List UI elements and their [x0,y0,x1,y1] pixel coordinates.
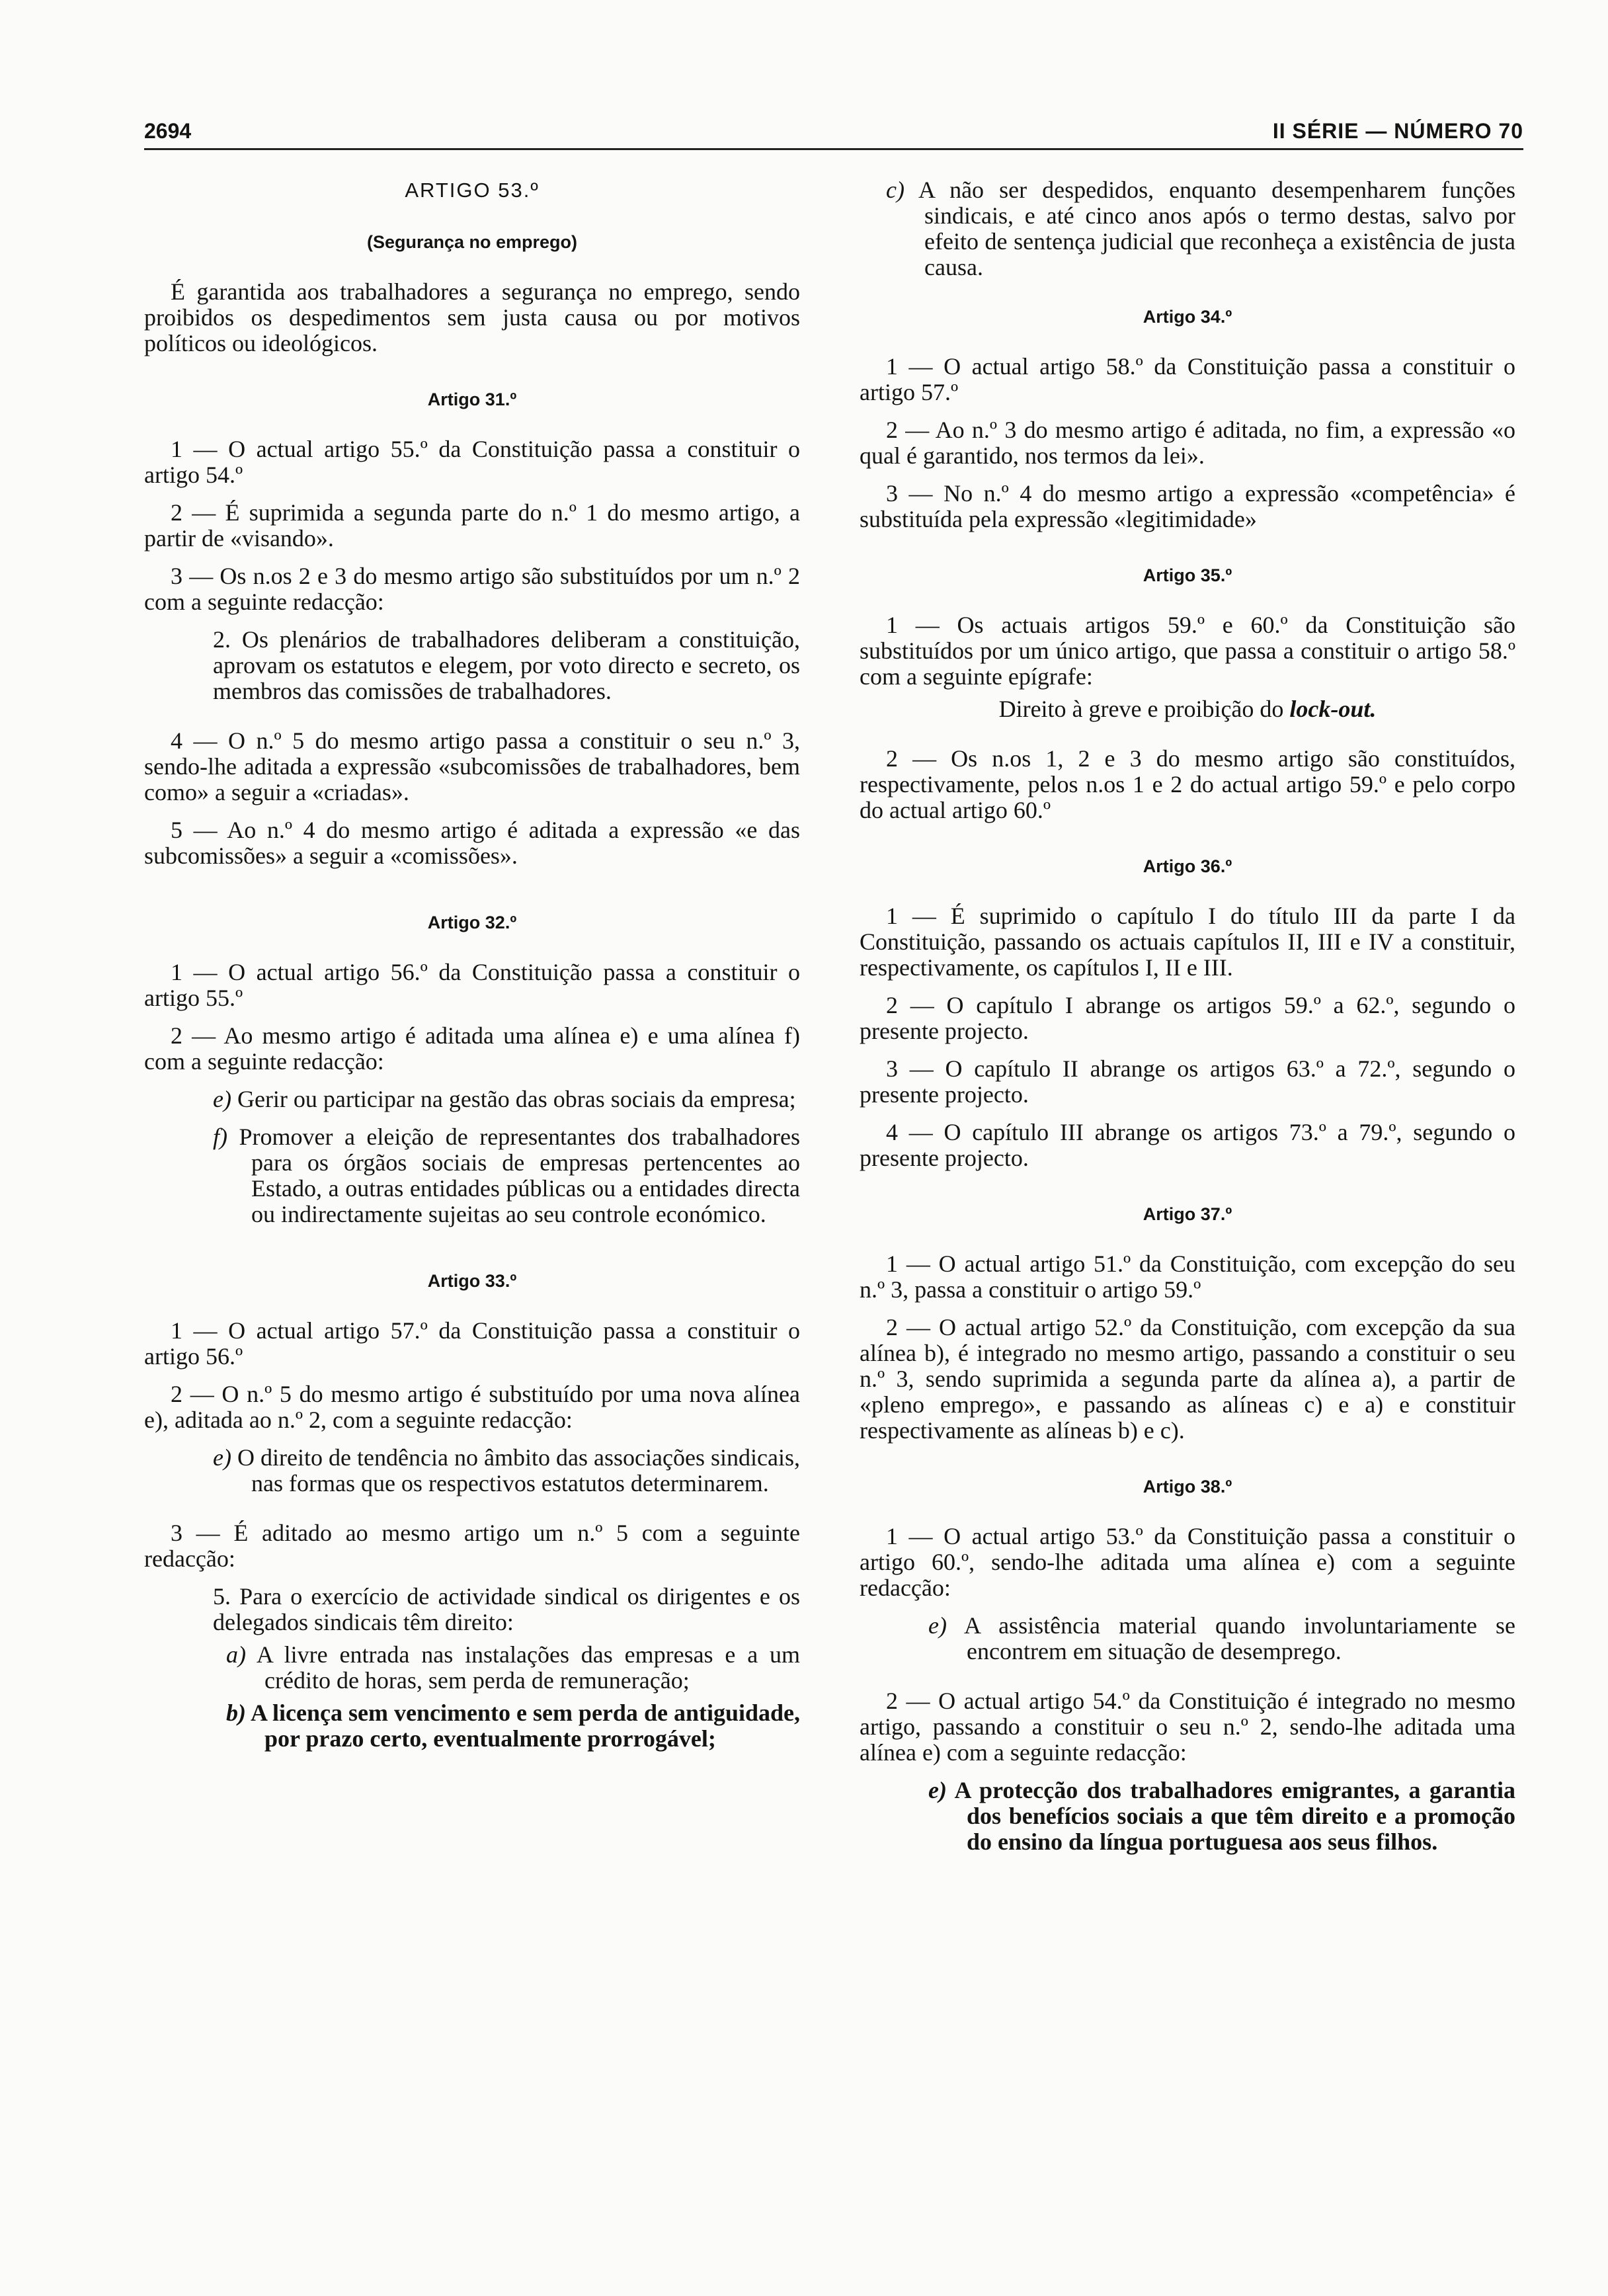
paragraph: 1 — O actual artigo 51.º da Constituição, com excepção do seu n.º 3, passa a constituir o artigo 59.º [860,1250,1515,1303]
paragraph: 4 — O n.º 5 do mesmo artigo passa a constituir o seu n.º 3, sendo-lhe aditada a expressão «subcomissões de trabalhadores, bem como» a seguir a «criadas». [144,727,800,805]
paragraph: 2 — Ao n.º 3 do mesmo artigo é aditada, no fim, a expressão «o qual é garantido, nos termos da lei». [860,417,1515,469]
article-heading: Artigo 32.º [427,913,517,932]
paragraph: 1 — O actual artigo 56.º da Constituição passa a constituir o artigo 55.º [144,959,800,1011]
paragraph: 1 — O actual artigo 55.º da Constituição passa a constituir o artigo 54.º [144,436,800,488]
series-label: II SÉRIE — NÚMERO 70 [1272,119,1523,143]
list-item: e) Gerir ou participar na gestão das obras sociais da empresa; [213,1086,796,1112]
article-heading: Artigo 37.º [1143,1204,1232,1224]
paragraph: 3 — Os n.os 2 e 3 do mesmo artigo são substituídos por um n.º 2 com a seguinte redacção: [144,563,800,615]
paragraph: 4 — O capítulo III abrange os artigos 73.º a 79.º, segundo o presente projecto. [860,1119,1515,1171]
list-item: e) O direito de tendência no âmbito das associações sindicais, nas formas que os respectivos estatutos determinarem. [213,1444,800,1496]
list-item: f) Promover a eleição de representantes dos trabalhadores para os órgãos sociais de empresas pertencentes ao Estado, a outras entidades públicas ou a entidades directa ou indirectamente sujeitas ao seu controle económico. [213,1124,800,1227]
paragraph: 2 — É suprimida a segunda parte do n.º 1 do mesmo artigo, a partir de «visando». [144,499,800,552]
page-number: 2694 [144,119,192,143]
quoted-paragraph: 2. Os plenários de trabalhadores deliberam a constituição, aprovam os estatutos e elegem, por voto directo e secreto, os membros das comissões de trabalhadores. [213,626,800,704]
paragraph: 1 — O actual artigo 58.º da Constituição passa a constituir o artigo 57.º [860,353,1515,405]
article-heading: Artigo 38.º [1143,1477,1232,1496]
paragraph: 2 — O actual artigo 54.º da Constituição é integrado no mesmo artigo, passando a constituir o seu n.º 2, sendo-lhe aditada uma alínea e) com a seguinte redacção: [860,1688,1515,1766]
article-heading: Artigo 31.º [427,390,517,409]
paragraph: 3 — No n.º 4 do mesmo artigo a expressão «competência» é substituída pela expressão «legitimidade» [860,480,1515,532]
epigraph: Direito à greve e proibição do lock-out. [998,696,1377,722]
paragraph: 3 — O capítulo II abrange os artigos 63.º a 72.º, segundo o presente projecto. [860,1055,1515,1108]
list-item: c) A não ser despedidos, enquanto desempenharem funções sindicais, e até cinco anos após o termo destas, salvo por efeito de sentença judicial que reconheça a existência de justa causa. [886,177,1515,280]
paragraph: 2 — Ao mesmo artigo é aditada uma alínea e) e uma alínea f) com a seguinte redacção: [144,1022,800,1075]
article-subheading: (Segurança no emprego) [366,232,578,252]
paragraph: 2 — O capítulo I abrange os artigos 59.º a 62.º, segundo o presente projecto. [860,992,1515,1044]
paragraph: 2 — O n.º 5 do mesmo artigo é substituído por uma nova alínea e), aditada ao n.º 2, com a seguinte redacção: [144,1381,800,1433]
paragraph: 1 — Os actuais artigos 59.º e 60.º da Constituição são substituídos por um único artigo, que passa a constituir o artigo 58.º com a seguinte epígrafe: [860,612,1515,690]
list-item: e) A protecção dos trabalhadores emigrantes, a garantia dos benefícios sociais a que têm direito e a promoção do ensino da língua portuguesa aos seus filhos. [928,1777,1516,1855]
list-item: b) A licença sem vencimento e sem perda de antiguidade, por prazo certo, eventualmente prorrogável; [226,1700,801,1752]
quoted-paragraph: 5. Para o exercício de actividade sindical os dirigentes e os delegados sindicais têm direito: [213,1583,800,1635]
paragraph: 1 — O actual artigo 57.º da Constituição passa a constituir o artigo 56.º [144,1317,800,1370]
paragraph: 2 — O actual artigo 52.º da Constituição, com excepção da sua alínea b), é integrado no mesmo artigo, passando a constituir o seu n.º 3, sendo suprimida a segunda parte da alínea a), a partir de «pleno emprego», e passando as alíneas c) e a) e constituir respectivamente as alíneas b) e c). [860,1314,1515,1444]
paragraph: 5 — Ao n.º 4 do mesmo artigo é aditada a expressão «e das subcomissões» a seguir a «comissões». [144,817,800,869]
article-heading: Artigo 35.º [1143,565,1232,585]
list-item: a) A livre entrada nas instalações das empresas e a um crédito de horas, sem perda de remuneração; [226,1641,800,1694]
right-column [860,177,1515,1855]
article-heading: Artigo 36.º [1143,856,1232,876]
paragraph: É garantida aos trabalhadores a segurança no emprego, sendo proibidos os despedimentos sem justa causa ou por motivos políticos ou ideológicos. [144,278,800,356]
paragraph: 3 — É aditado ao mesmo artigo um n.º 5 com a seguinte redacção: [144,1520,800,1572]
article-heading: Artigo 33.º [427,1271,517,1291]
article-heading: ARTIGO 53.º [405,179,540,202]
header-rule [144,148,1523,150]
page-header [144,111,1523,151]
left-column [144,177,800,1752]
list-item: e) A assistência material quando involuntariamente se encontrem em situação de desemprego. [928,1612,1515,1664]
paragraph: 1 — É suprimido o capítulo I do título III da parte I da Constituição, passando os actuais capítulos II, III e IV a constituir, respectivamente, os capítulos I, II e III. [860,903,1515,981]
article-heading: Artigo 34.º [1143,307,1232,327]
paragraph: 1 — O actual artigo 53.º da Constituição passa a constituir o artigo 60.º, sendo-lhe aditada uma alínea e) com a seguinte redacção: [860,1523,1515,1601]
paragraph: 2 — Os n.os 1, 2 e 3 do mesmo artigo são constituídos, respectivamente, pelos n.os 1 e 2 do actual artigo 59.º e pelo corpo do actual artigo 60.º [860,745,1515,823]
